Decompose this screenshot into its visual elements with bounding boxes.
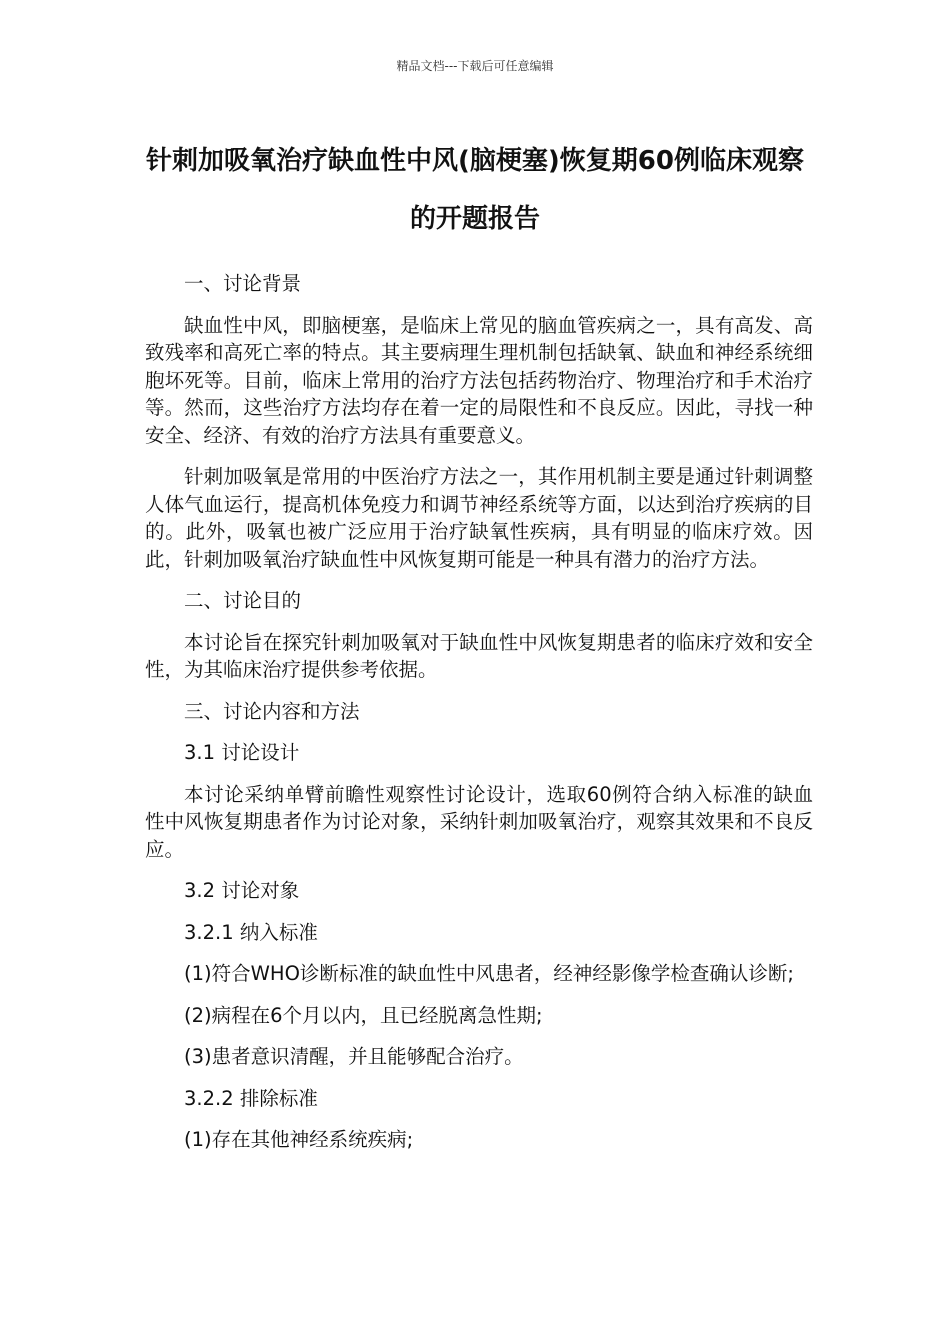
section-heading: 二、讨论目的 [184,589,302,612]
list-item: (1)符合WHO诊断标准的缺血性中风患者，经神经影像学检查确认诊断; [184,962,794,985]
paragraph: 本讨论旨在探究针刺加吸氧对于缺血性中风恢复期患者的临床疗效和安全性，为其临床治疗提供参考依据。 [145,630,813,681]
document-body [145,270,813,1168]
header-note: 精品文档---下载后可任意编辑 [396,59,554,73]
list-item: (1)存在其他神经系统疾病; [184,1128,414,1151]
list-item: (3)患者意识清醒，并且能够配合治疗。 [184,1045,524,1068]
list-item: (2)病程在6个月以内，且已经脱离急性期; [184,1003,543,1027]
section-heading: 一、讨论背景 [184,272,302,295]
document-title: 针刺加吸氧治疗缺血性中风(脑梗塞)恢复期60例临床观察的开题报告 [146,146,804,234]
paragraph: 针刺加吸氧是常用的中医治疗方法之一，其作用机制主要是通过针刺调整人体气血运行，提高机体免疫力和调节神经系统等方面，以达到治疗疾病的目的。此外，吸氧也被广泛应用于治疗缺氧性疾病，具有明显的临床疗效。因此，针刺加吸氧治疗缺血性中风恢复期可能是一种具有潜力的治疗方法。 [145,465,813,571]
subsection-heading: 3.2.2 排除标准 [184,1086,318,1110]
paragraph: 缺血性中风，即脑梗塞，是临床上常见的脑血管疾病之一，具有高发、高致残率和高死亡率的特点。其主要病理生理机制包括缺氧、缺血和神经系统细胞坏死等。目前，临床上常用的治疗方法包括药物治疗、物理治疗和手术治疗等。然而，这些治疗方法均存在着一定的局限性和不良反应。因此，寻找一种安全、经济、有效的治疗方法具有重要意义。 [145,313,813,447]
section-heading: 三、讨论内容和方法 [184,699,360,723]
subsection-heading: 3.1 讨论设计 [184,741,300,764]
paragraph: 本讨论采纳单臂前瞻性观察性讨论设计，选取60例符合纳入标准的缺血性中风恢复期患者作为讨论对象，采纳针刺加吸氧治疗，观察其效果和不良反应。 [145,782,813,861]
subsection-heading: 3.2 讨论对象 [184,879,300,902]
subsection-heading: 3.2.1 纳入标准 [184,920,318,944]
